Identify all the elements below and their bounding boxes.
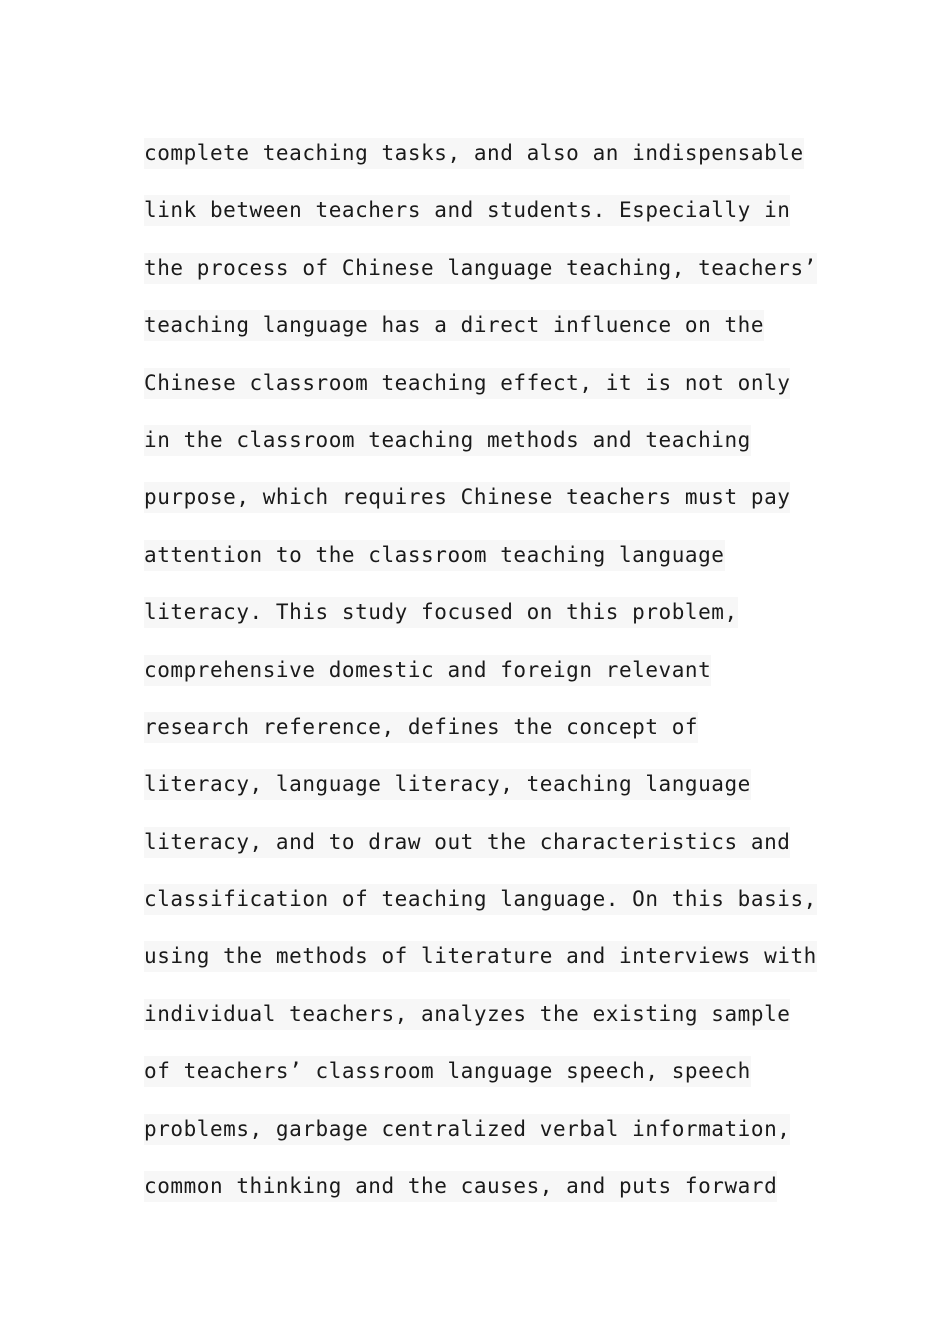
- text-line: complete teaching tasks, and also an indispensable: [144, 138, 824, 195]
- text-line: the process of Chinese language teaching, teachers’: [144, 253, 824, 310]
- text-line: teaching language has a direct influence on the: [144, 310, 824, 367]
- text-line: using the methods of literature and interviews with: [144, 941, 824, 998]
- text-line: link between teachers and students. Especially in: [144, 195, 824, 252]
- text-line: literacy, and to draw out the characteristics and: [144, 827, 824, 884]
- text-line: classification of teaching language. On this basis,: [144, 884, 824, 941]
- text-line: Chinese classroom teaching effect, it is not only: [144, 368, 824, 425]
- text-line: common thinking and the causes, and puts forward: [144, 1171, 824, 1228]
- text-line: of teachers’ classroom language speech, speech: [144, 1056, 824, 1113]
- text-line: purpose, which requires Chinese teachers must pay: [144, 482, 824, 539]
- text-line: comprehensive domestic and foreign relevant: [144, 655, 824, 712]
- text-line: in the classroom teaching methods and teaching: [144, 425, 824, 482]
- text-line: literacy, language literacy, teaching language: [144, 769, 824, 826]
- text-line: research reference, defines the concept of: [144, 712, 824, 769]
- text-line: individual teachers, analyzes the existing sample: [144, 999, 824, 1056]
- body-text: [144, 138, 824, 1228]
- text-line: literacy. This study focused on this problem,: [144, 597, 824, 654]
- text-line: problems, garbage centralized verbal information,: [144, 1114, 824, 1171]
- text-line: attention to the classroom teaching language: [144, 540, 824, 597]
